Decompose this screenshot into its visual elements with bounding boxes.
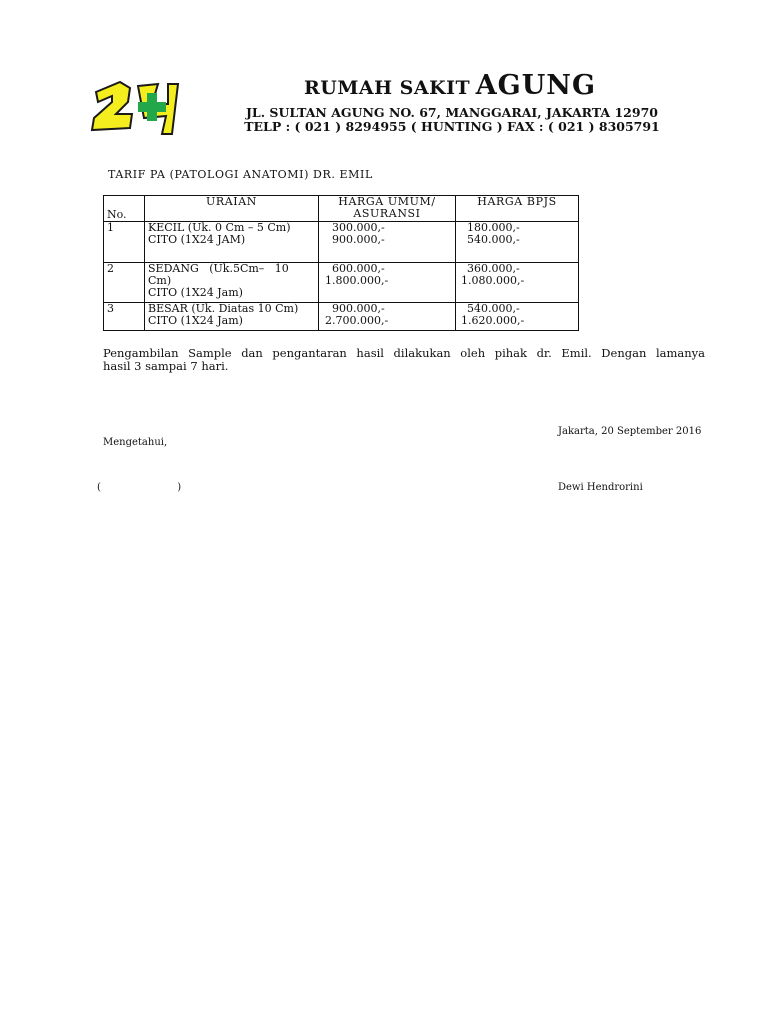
row-no: 3 [104, 303, 145, 331]
hospital-logo-icon [88, 80, 184, 138]
table-row [104, 303, 579, 331]
header-harga-umum: HARGA UMUM/ ASURANSI [319, 196, 456, 222]
hospital-phone: TELP : ( 021 ) 8294955 ( HUNTING ) FAX : ( 021 ) 8305791 [244, 119, 660, 134]
tarif-title: TARIF PA (PATOLOGI ANATOMI) DR. EMIL [108, 168, 373, 181]
hospital-address: JL. SULTAN AGUNG NO. 67, MANGGARAI, JAKARTA 12970 [246, 105, 658, 120]
row-harga-umum: 600.000,- 1.800.000,- [319, 263, 456, 303]
row-harga-umum: 300.000,- 900.000,- [319, 222, 456, 263]
acknowledged-label: Mengetahui, [103, 437, 168, 448]
header-harga-bpjs: HARGA BPJS [456, 196, 579, 222]
hospital-name [250, 70, 650, 101]
row-harga-bpjs: 540.000,- 1.620.000,- [456, 303, 579, 331]
table-header-row [104, 196, 579, 222]
note-line-2: hasil 3 sampai 7 hari. [103, 359, 229, 373]
row-harga-bpjs: 360.000,- 1.080.000,- [456, 263, 579, 303]
note-paragraph [103, 347, 705, 373]
note-line-1: Pengambilan Sample dan pengantaran hasil dilakukan oleh pihak dr. Emil. Dengan lamanya [103, 346, 705, 360]
row-uraian: KECIL (Uk. 0 Cm – 5 Cm) CITO (1X24 JAM) [145, 222, 319, 263]
table-row [104, 263, 579, 303]
table-row [104, 222, 579, 263]
row-uraian: BESAR (Uk. Diatas 10 Cm) CITO (1X24 Jam) [145, 303, 319, 331]
row-harga-bpjs: 180.000,- 540.000,- [456, 222, 579, 263]
header-uraian: URAIAN [145, 196, 319, 222]
hospital-name-prefix: RUMAH SAKIT [303, 77, 471, 99]
price-table [103, 195, 579, 331]
row-harga-umum: 900.000,- 2.700.000,- [319, 303, 456, 331]
hospital-contact [190, 106, 714, 134]
document-date: Jakarta, 20 September 2016 [558, 426, 702, 437]
hospital-name-main: AGUNG [475, 70, 597, 101]
header-no: No. [104, 196, 145, 222]
signatory-name: Dewi Hendrorini [558, 482, 643, 493]
row-uraian: SEDANG (Uk.5Cm– 10 Cm) CITO (1X24 Jam) [145, 263, 319, 303]
row-no: 1 [104, 222, 145, 263]
row-no: 2 [104, 263, 145, 303]
signature-placeholder: ( ) [97, 482, 182, 493]
